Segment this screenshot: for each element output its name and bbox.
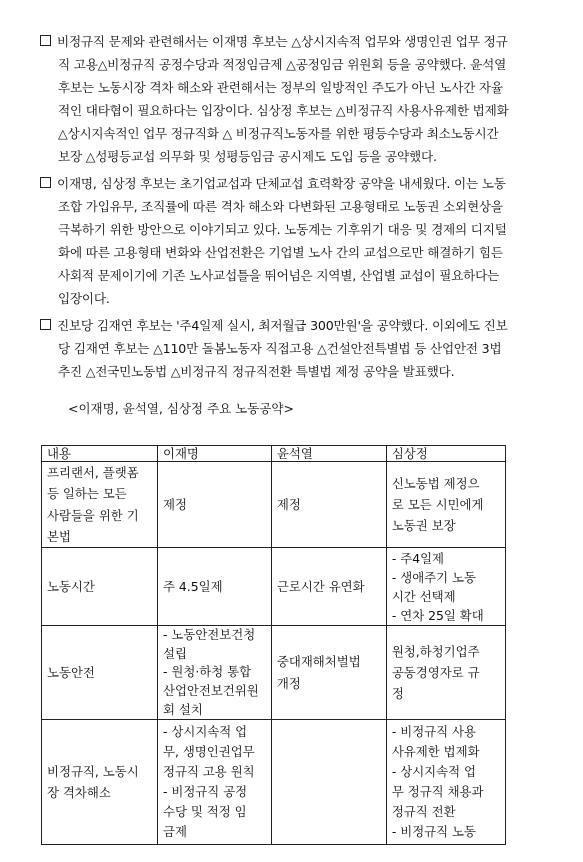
table-row xyxy=(42,626,506,720)
table-cell: 중대재해처벌법 개정 xyxy=(271,626,386,720)
table-row xyxy=(42,462,506,548)
table-cell xyxy=(271,720,386,845)
table-cell: 노동시간 xyxy=(42,548,158,626)
header-lee-jaemyung: 이재명 xyxy=(157,446,271,462)
labor-pledges-table xyxy=(41,445,506,845)
paragraph-progressive-party: 진보당 김재연 후보는 '주4일제 실시, 최저월급 300만원'을 공약했다. 이외에도 진보 당 김재연 후보는 △110만 돌봄노동자 직접고용 △건설안전특별법 등 산업안전 3법 추진 △전국민노동법 △비정규직 정규직전환 특별법 제정 공약을 발표했다. xyxy=(40,314,555,383)
table-cell: - 상시지속적 업 무, 생명인권업무 정규직 고용 원칙 - 비정규직 공정 수당 및 적정 임 금제 xyxy=(157,720,271,845)
table-cell: - 주4일제 - 생애주기 노동 시간 선택제 - 연차 25일 확대 xyxy=(386,548,505,626)
table-cell: 원청,하청기업주 공동경영자로 규 정 xyxy=(386,626,505,720)
header-sim-sangjeong: 심상정 xyxy=(386,446,505,462)
paragraph-irregular-workers: 비정규직 문제와 관련해서는 이재명 후보는 △상시지속적 업무와 생명인권 업무 정규 직 고용△비정규직 공정수당과 적정임금제 △공정임금 위원회 등을 공약했다. 윤석열 후보는 노동시장 격차 해소와 관련해서는 정부의 일방적인 주도가 아닌 노사간 자율 적인 대타협이 필요하다는 입장이다. 심상정 후보는 △비정규직 사용사유제한 법제화 △상시지속적인 업무 정규직화 △ 비정규직노동자를 위한 평등수당과 최소노동시간 보장 △성평등교섭 의무화 및 성평등임금 공시제도 도입 등을 공약했다. xyxy=(40,30,555,168)
header-yoon-sukyeol: 윤석열 xyxy=(271,446,386,462)
table-cell: 신노동법 제정으 로 모든 시민에게 노동권 보장 xyxy=(386,462,505,548)
checkbox-bullet-icon xyxy=(40,177,51,188)
table-cell: 비정규직, 노동시 장 격차해소 xyxy=(42,720,158,845)
table-caption: <이재명, 윤석열, 심상정 주요 노동공약> xyxy=(68,401,294,416)
table-cell: 노동안전 xyxy=(42,626,158,720)
table-row xyxy=(42,548,506,626)
table-cell: 제정 xyxy=(271,462,386,548)
table-cell: 프리랜서, 플랫폼 등 일하는 모든 사람들을 위한 기 본법 xyxy=(42,462,158,548)
table-cell: - 노동안전보건청 설립 - 원청·하청 통합 산업안전보건위원 회 설치 xyxy=(157,626,271,720)
paragraph-bargaining: 이재명, 심상정 후보는 초기업교섭과 단체교섭 효력확장 공약을 내세웠다. 이는 노동 조합 가입유무, 조직률에 따른 격차 해소와 다변화된 고용형태로 노동권 소외현상을 극복하기 위한 방안으로 이야기되고 있다. 노동계는 기후위기 대응 및 경제의 디지털 화에 따른 고용형태 변화와 산업전환은 기업별 노사 간의 교섭으로만 해결하기 힘든 사회적 문제이기에 기존 노사교섭틀을 뛰어넘은 지역별, 산업별 교섭이 필요하다는 입장이다. xyxy=(40,172,555,310)
table-header-row xyxy=(42,446,506,462)
table-cell: 주 4.5일제 xyxy=(157,548,271,626)
table-cell: - 비정규직 사용 사유제한 법제화 - 상시지속적 업 무 정규직 채용과 정규직 전환 - 비정규직 노동 xyxy=(386,720,505,845)
table-row xyxy=(42,720,506,845)
header-content: 내용 xyxy=(42,446,158,462)
checkbox-bullet-icon xyxy=(40,319,51,330)
checkbox-bullet-icon xyxy=(40,35,51,46)
table-cell: 근로시간 유연화 xyxy=(271,548,386,626)
table-cell: 제정 xyxy=(157,462,271,548)
